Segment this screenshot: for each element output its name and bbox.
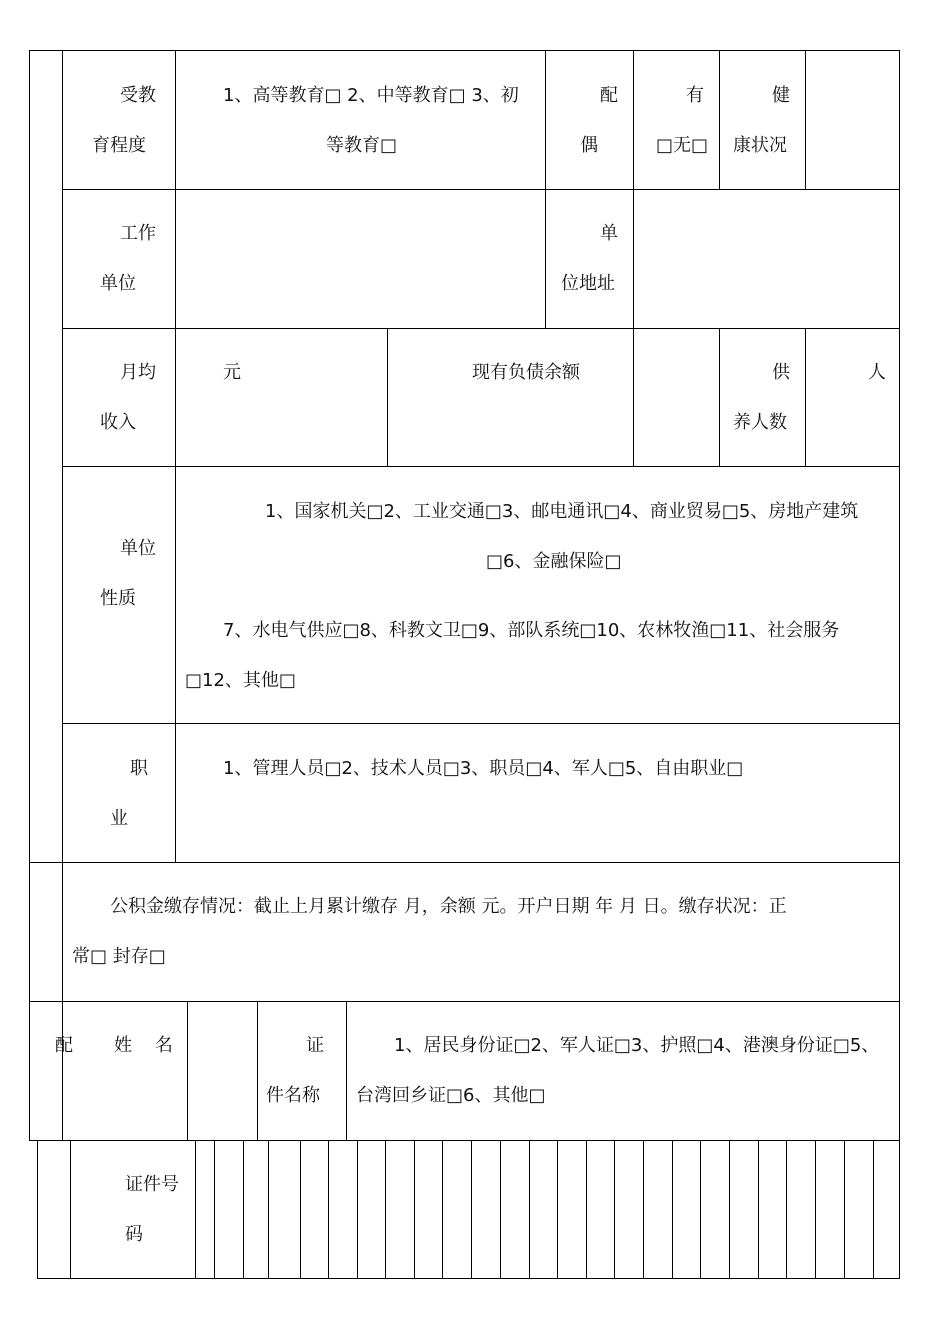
debt-label: 现有负债余额 [472, 362, 580, 383]
unit-address-label: 位地址 [561, 273, 615, 294]
spouse-section-label: 配 [55, 1035, 73, 1056]
spouse-name-input[interactable] [188, 1002, 257, 1140]
id-digit-cell-divider [815, 1140, 816, 1279]
unit-nature-label: 单位 [120, 538, 156, 559]
work-unit-label: 工作 [120, 223, 156, 244]
education-options[interactable]: 1、高等教育□ 2、中等教育□ 3、初 [223, 85, 519, 106]
occupation-options[interactable]: 1、管理人员□2、技术人员□3、职员□4、军人□5、自由职业□ [223, 758, 744, 779]
id-digit-cell-divider [357, 1140, 358, 1279]
dependents-unit[interactable]: 人 [868, 362, 886, 383]
unit-nature-options[interactable]: 1、国家机关□2、工业交通□3、邮电通讯□4、商业贸易□5、房地产建筑 [265, 501, 859, 522]
id-digit-cell-divider [672, 1140, 673, 1279]
id-digit-cell-divider [442, 1140, 443, 1279]
id-digit-cell-divider [385, 1140, 386, 1279]
id-digit-cell-divider [214, 1140, 215, 1279]
dependents-label: 供 [772, 362, 790, 383]
housing-fund-status[interactable]: 常□ 封存□ [72, 946, 166, 967]
work-unit-input[interactable] [176, 190, 545, 328]
education-options[interactable]: 等教育□ [326, 135, 398, 156]
id-digit-cell-divider [268, 1140, 269, 1279]
id-digit-cell-divider [786, 1140, 787, 1279]
id-digit-cell-divider [586, 1140, 587, 1279]
id-digit-cell-divider [700, 1140, 701, 1279]
unit-nature-options[interactable]: □6、金融保险□ [486, 551, 622, 572]
spouse-label: 配 [600, 85, 618, 106]
id-type-options[interactable]: 台湾回乡证□6、其他□ [356, 1085, 546, 1106]
housing-fund-status[interactable]: 公积金缴存情况：截止上月累计缴存 月，余额 元。开户日期 年 月 日。缴存状况：正 [110, 896, 787, 917]
id-digit-cell-divider [873, 1140, 874, 1279]
occupation-label: 职 [130, 758, 148, 779]
id-type-options[interactable]: 1、居民身份证□2、军人证□3、护照□4、港澳身份证□5、 [394, 1035, 880, 1056]
id-digit-cell-divider [471, 1140, 472, 1279]
id-digit-cell-divider [557, 1140, 558, 1279]
health-label: 健 [772, 85, 790, 106]
spouse-options[interactable]: □无□ [656, 135, 709, 156]
income-label: 月均 [120, 362, 156, 383]
health-input[interactable] [806, 51, 899, 189]
id-type-label: 件名称 [266, 1085, 320, 1106]
id-digit-cell-divider [243, 1140, 244, 1279]
unit-nature-label: 性质 [100, 588, 136, 609]
unit-nature-options[interactable]: 7、水电气供应□8、科教文卫□9、部队系统□10、农林牧渔□11、社会服务 [223, 620, 840, 641]
id-digit-cell-divider [529, 1140, 530, 1279]
id-number-label: 证件号 [125, 1174, 179, 1195]
id-digit-cell-divider [195, 1140, 196, 1279]
id-digit-cell-divider [844, 1140, 845, 1279]
id-digit-cell-divider [614, 1140, 615, 1279]
income-label: 收入 [100, 412, 136, 433]
spouse-name-label: 姓 名 [114, 1035, 173, 1056]
id-digit-cell-divider [758, 1140, 759, 1279]
id-digit-cell-divider [643, 1140, 644, 1279]
id-digit-cell-divider [328, 1140, 329, 1279]
health-label: 康状况 [733, 135, 787, 156]
unit-address-input[interactable] [634, 190, 899, 328]
id-digit-cell-divider [300, 1140, 301, 1279]
id-type-label: 证 [306, 1035, 324, 1056]
dependents-label: 养人数 [733, 412, 787, 433]
work-unit-label: 单位 [100, 273, 136, 294]
education-label: 育程度 [92, 135, 146, 156]
unit-address-label: 单 [600, 223, 618, 244]
education-label: 受教 [120, 85, 156, 106]
unit-nature-options[interactable]: □12、其他□ [185, 670, 296, 691]
occupation-label: 业 [110, 808, 128, 829]
id-number-label: 码 [125, 1224, 143, 1245]
spouse-options[interactable]: 有 [686, 85, 704, 106]
id-digit-cell-divider [500, 1140, 501, 1279]
spouse-label: 偶 [580, 135, 598, 156]
id-digit-cell-divider [729, 1140, 730, 1279]
id-digit-cell-divider [414, 1140, 415, 1279]
debt-input[interactable] [634, 329, 719, 466]
income-unit[interactable]: 元 [223, 362, 241, 383]
